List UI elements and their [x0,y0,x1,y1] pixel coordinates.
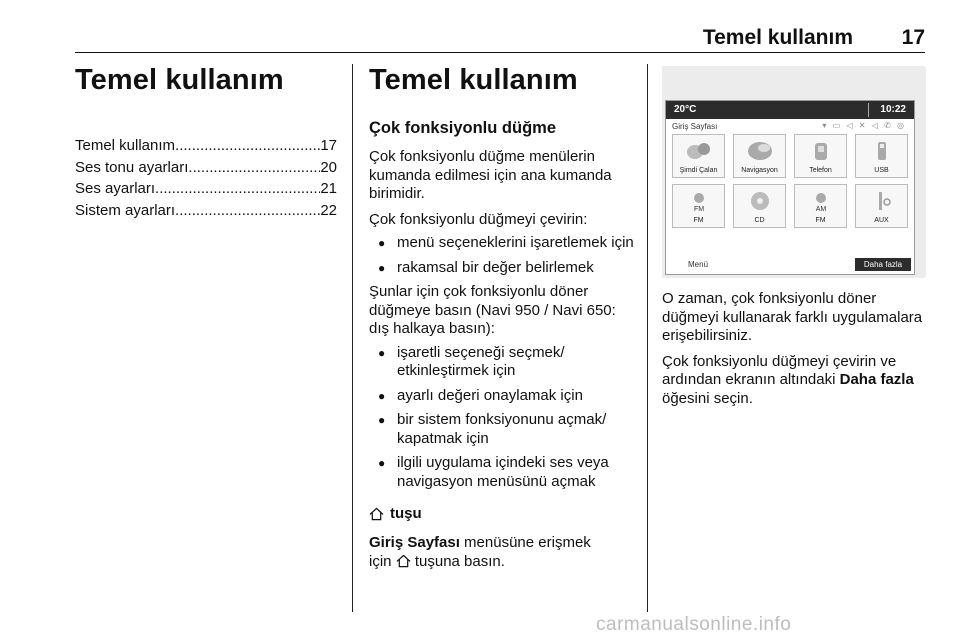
app-tiles [672,134,910,228]
key-heading-label: tuşu [390,505,422,522]
more-button[interactable]: Daha fazla [855,258,911,271]
running-header-title: Temel kullanım [702,26,853,49]
bullet-list [369,344,637,492]
divider [868,103,869,117]
screen-title: Giriş Sayfası [672,122,718,131]
key-heading [369,505,637,522]
subsection-title: Çok fonksiyonlu düğme [369,119,557,137]
tile-am[interactable] [794,184,847,228]
paragraph: Şunlar için çok fonksiyonlu döner düğmeye basın (Navi 950 / Navi 650: dış halkaya basın): [369,283,616,337]
clock-readout: 10:22 [880,104,906,115]
toc-page: 21 [320,180,337,197]
toc-label: Ses ayarları [75,180,156,197]
tile-phone[interactable] [794,134,847,178]
toc-page: 17 [320,137,337,154]
text-run: öğesini seçin. [662,389,753,407]
screen-figure [662,66,926,278]
menu-button[interactable]: Menü [688,260,709,269]
column-divider [352,64,353,612]
running-header [75,26,925,53]
infotainment-screen [665,100,915,275]
toc-column [75,64,337,221]
tile-navigation[interactable] [733,134,786,178]
toc-entry[interactable] [75,200,337,222]
list-item: ● ayarlı değeri onaylamak için [369,387,637,406]
tile-label: FM [693,217,704,224]
aux-icon [871,190,893,212]
bold-term: Daha fazla [839,371,914,388]
screen-status-bar [666,101,914,119]
badge-text: AM [815,206,826,212]
paragraph: O zaman, çok fonksiyonlu döner düğmeyi kullanarak farklı uygulamalara erişebilirsiniz. [662,290,923,344]
toc-label: Sistem ayarları [75,201,176,219]
text-run: menüsüne erişmek [459,534,591,551]
screen-bottom-bar [666,256,914,274]
cd-icon [749,190,771,212]
main-column [369,64,637,571]
list-item: ● ilgili uygulama içindeki ses veya navigasyon menüsünü açmak [369,454,637,491]
tile-label: Telefon [809,167,832,174]
paragraph [662,353,926,409]
paragraph: Çok fonksiyonlu düğme menülerin kumanda edilmesi için ana kumanda birimidir. [369,148,612,202]
tile-label: FM [815,217,826,224]
toc-page: 20 [320,158,337,176]
tile-cd[interactable] [733,184,786,228]
bold-term: Giriş Sayfası [369,534,460,551]
status-icons: ▾ ▭ ◁ ✕ ◁ ✆ ◎ [822,121,906,130]
right-column-text [662,290,926,408]
watermark: carmanualsonline.info [596,614,792,635]
text-run: Çok fonksiyonlu düğmeyi çevirin ve ardından ekranın altındaki [662,352,897,388]
bullet-list [369,234,637,277]
text-run: için [369,552,396,570]
paragraph [369,534,637,571]
tile-aux[interactable] [855,184,908,228]
toc-page: 22 [320,201,337,219]
toc-entry[interactable] [75,157,337,179]
toc-label: Temel kullanım [75,137,176,154]
music-notes-icon [686,140,712,162]
list-item: ● işaretli seçeneği seçmek/ etkinleştirmek için [369,344,637,381]
toc-label: Ses tonu ayarları [75,158,189,176]
column-divider [647,64,648,612]
table-of-contents [75,135,337,221]
tile-now-playing[interactable] [672,134,725,178]
list-item: ● bir sistem fonksiyonunu açmak/ kapatmak için [369,411,637,448]
page-number: 17 [901,26,925,49]
tile-label: CD [754,217,765,224]
text-run: tuşuna basın. [410,552,505,570]
tile-label: Şimdi Çalan [679,167,718,174]
tile-label: USB [874,167,889,174]
tile-usb[interactable] [855,134,908,178]
home-icon [369,507,384,521]
paragraph: Çok fonksiyonlu düğmeyi çevirin: [369,210,588,228]
list-item: ● rakamsal bir değer belirlemek [369,259,637,278]
list-item: ● menü seçeneklerini işaretlemek için [369,234,637,253]
usb-icon [872,140,892,162]
radio-am-icon [810,190,832,212]
toc-entry[interactable] [75,178,337,200]
badge-text: FM [693,206,704,212]
temperature-readout: 20°C [674,104,697,115]
chapter-title: Temel kullanım [75,64,284,96]
toc-entry[interactable] [75,135,337,157]
radio-fm-icon [688,190,710,212]
tile-label: Navigasyon [741,167,778,174]
tile-label: AUX [874,217,889,224]
section-title: Temel kullanım [369,64,578,96]
phone-icon [810,140,832,162]
tile-fm[interactable] [672,184,725,228]
home-icon [396,554,411,568]
map-icon [746,140,774,162]
